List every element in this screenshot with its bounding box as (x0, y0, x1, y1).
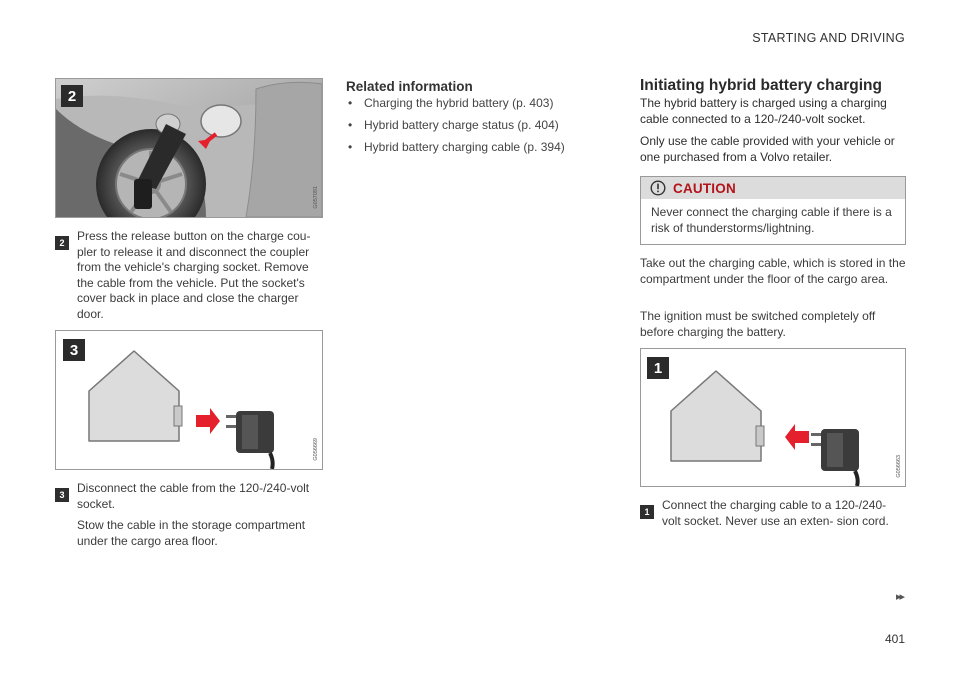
step-3-subtext: Stow the cable in the storage compartment under the cargo area floor. (77, 518, 306, 548)
intro-paragraph: The hybrid battery is charged using a charging cable connected to a 120-/240-volt socket. (640, 96, 887, 126)
bullet: • (348, 140, 353, 154)
figure-3-disconnect (55, 330, 323, 470)
caution-box (640, 176, 906, 245)
related-link[interactable]: Charging the hybrid battery (p. 403) (364, 96, 554, 110)
retailer-paragraph: Only use the cable provided with your vehicle or one purchased from a Volvo retailer. (640, 134, 895, 164)
bullet: • (348, 96, 353, 110)
next-page-marker: ▸▸ (895, 591, 903, 603)
page-number: 401 (884, 632, 905, 646)
list-item[interactable] (348, 140, 588, 155)
figure-badge: 3 (63, 339, 85, 361)
caution-header (641, 177, 905, 199)
caution-text: Never connect the charging cable if there is a risk of thunderstorms/lightning. (651, 205, 892, 235)
ignition-paragraph: The ignition must be switched completely off before charging the battery. (640, 309, 876, 339)
related-link[interactable]: Hybrid battery charge status (p. 404) (364, 118, 559, 132)
figure-code: G056669 (313, 438, 319, 461)
warning-icon (650, 180, 666, 196)
house-plug-illustration (641, 349, 905, 486)
section-header: STARTING AND DRIVING (752, 31, 905, 45)
related-links-list (348, 96, 588, 155)
bullet: • (348, 118, 353, 132)
figure-code: G057091 (313, 186, 319, 209)
related-information-heading: Related information (346, 79, 473, 94)
figure-badge: 2 (61, 85, 83, 107)
car-charging-illustration (56, 79, 322, 217)
related-link[interactable]: Hybrid battery charging cable (p. 394) (364, 140, 565, 154)
page-title: Initiating hybrid battery charging (640, 77, 882, 94)
figure-1-connect (640, 348, 906, 487)
cable-storage-paragraph: Take out the charging cable, which is stored in the compartment under the floor of the cargo area. (640, 256, 906, 286)
step-3-text: Disconnect the cable from the 120-/240-volt socket. (77, 481, 310, 511)
step-badge: 1 (640, 505, 654, 519)
figure-badge: 1 (647, 357, 669, 379)
figure-code: G056663 (896, 455, 902, 478)
list-item[interactable] (348, 118, 588, 133)
step-1-text: Connect the charging cable to a 120-/240-volt socket. Never use an exten- sion cord. (662, 498, 889, 528)
house-unplug-illustration (56, 331, 322, 469)
step-badge: 3 (55, 488, 69, 502)
list-item[interactable] (348, 96, 588, 111)
step-2-text: Press the release button on the charge cou- pler to release it and disconnect the coupler from the vehicle's charging socket. Remove the cable from the vehicle. Put the socket's cover back in place and close the charger door. (77, 229, 311, 321)
caution-title: CAUTION (673, 180, 736, 196)
step-badge: 2 (55, 236, 69, 250)
figure-2-charge-coupler (55, 78, 323, 218)
